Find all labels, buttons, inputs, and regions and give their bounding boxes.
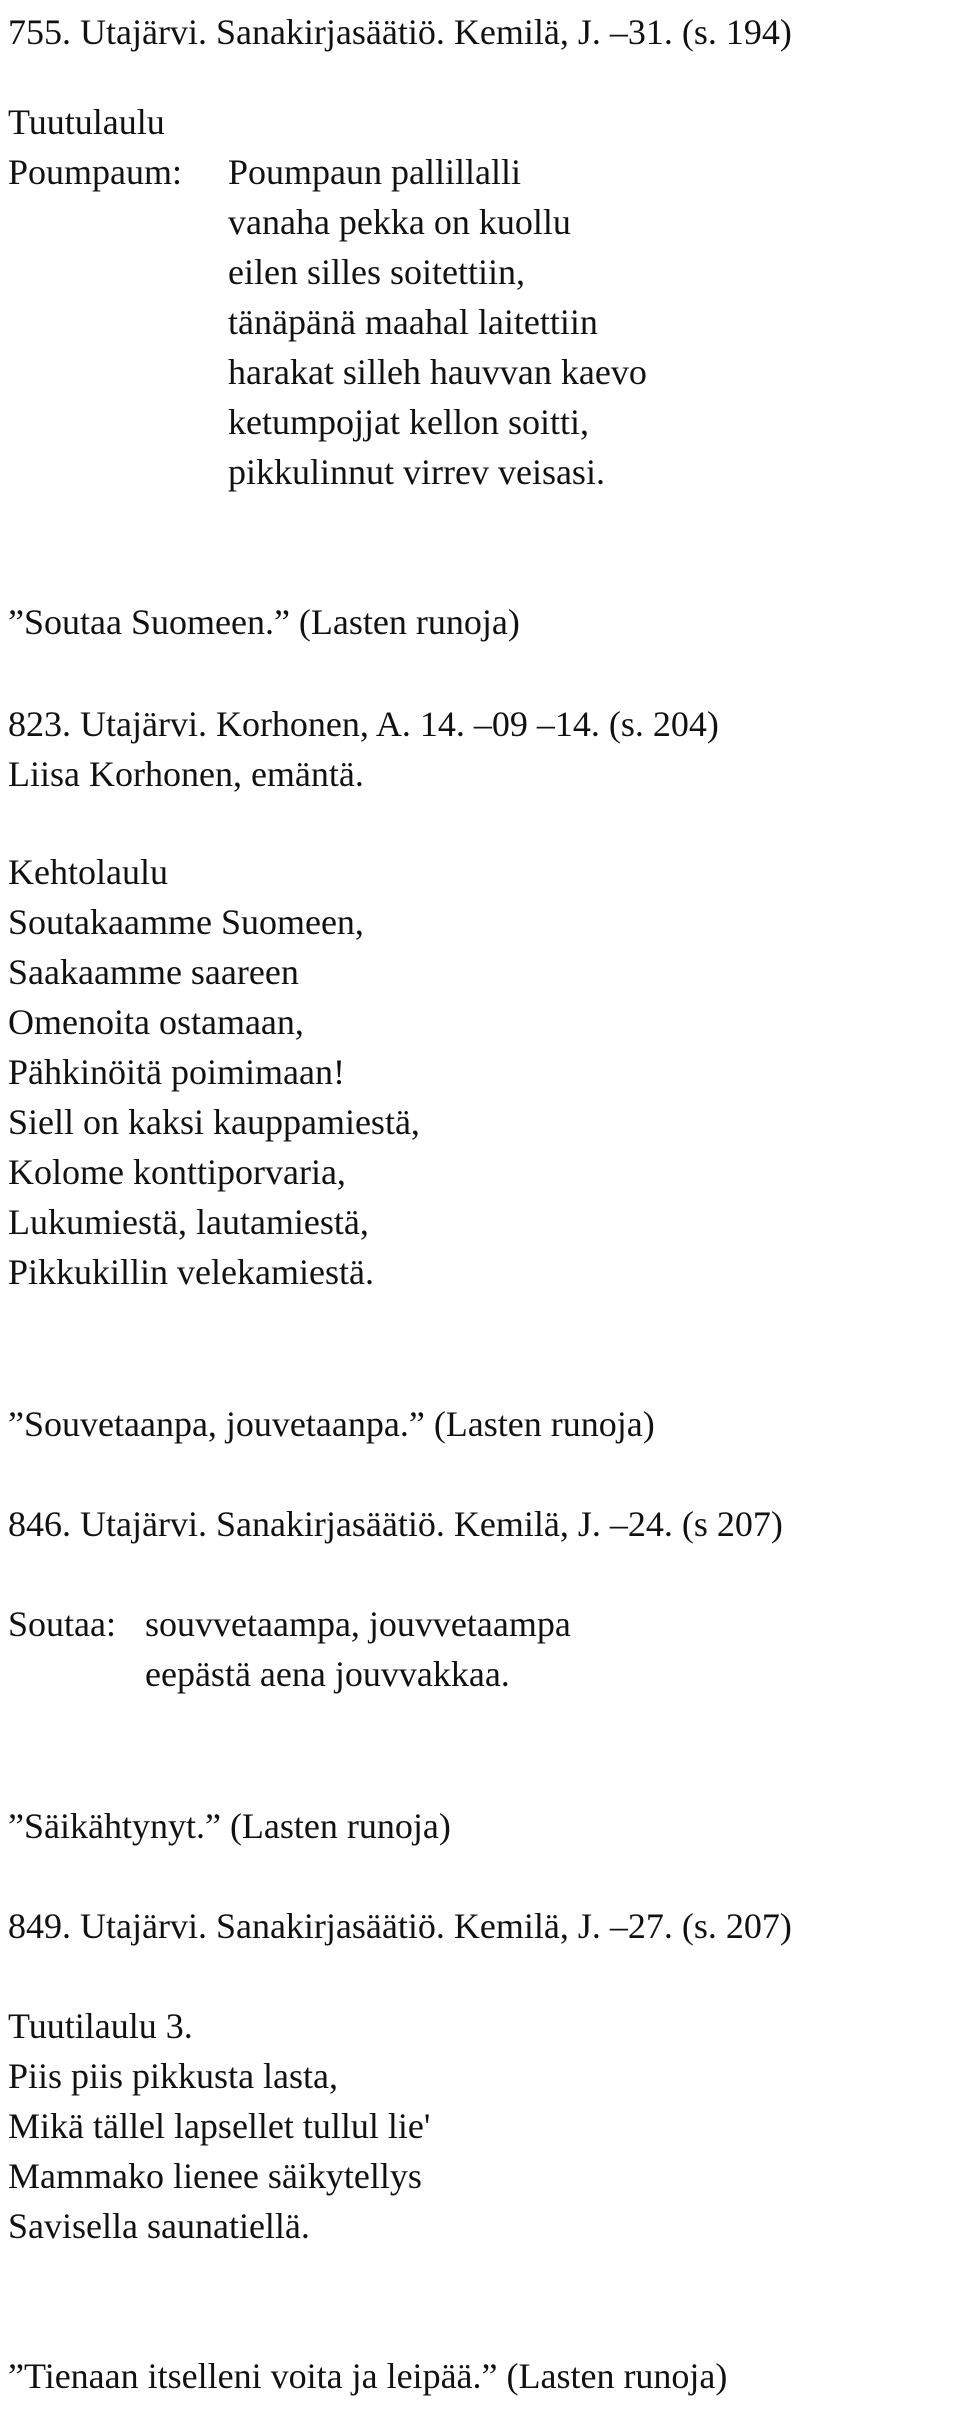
entry-heading-846: 846. Utajärvi. Sanakirjasäätiö. Kemilä, J. –24. (s 207): [8, 1504, 783, 1544]
verse-line: Kolome konttiporvaria,: [8, 1152, 346, 1192]
verse-line: pikkulinnut virrev veisasi.: [228, 452, 605, 492]
entry-heading-849: 849. Utajärvi. Sanakirjasäätiö. Kemilä, J. –27. (s. 207): [8, 1906, 792, 1946]
section-title-tienaan: ”Tienaan itselleni voita ja leipää.” (Lasten runoja): [8, 2356, 728, 2396]
verse-lead-poumpaum: Poumpaum:: [8, 152, 183, 192]
verse-line: eepästä aena jouvvakkaa.: [145, 1654, 510, 1694]
song-type-tuutulaulu: Tuutulaulu: [8, 102, 165, 142]
verse-line: Omenoita ostamaan,: [8, 1002, 304, 1042]
song-type-tuutilaulu: Tuutilaulu 3.: [8, 2006, 193, 2046]
entry-heading-823: 823. Utajärvi. Korhonen, A. 14. –09 –14. (s. 204): [8, 704, 719, 744]
verse-line: vanaha pekka on kuollu: [228, 202, 571, 242]
entry-heading-755: 755. Utajärvi. Sanakirjasäätiö. Kemilä, J. –31. (s. 194): [8, 12, 792, 52]
verse-line: Poumpaun pallillalli: [228, 152, 521, 192]
verse-line: Siell on kaksi kauppamiestä,: [8, 1102, 420, 1142]
verse-line: Saakaamme saareen: [8, 952, 299, 992]
verse-line: tänäpänä maahal laitettiin: [228, 302, 598, 342]
verse-line: Pähkinöitä poimimaan!: [8, 1052, 345, 1092]
verse-line: eilen silles soitettiin,: [228, 252, 525, 292]
section-title-saikahtynyt: ”Säikähtynyt.” (Lasten runoja): [8, 1806, 451, 1846]
verse-line: Lukumiestä, lautamiestä,: [8, 1202, 369, 1242]
verse-line: Mammako lienee säikytellys: [8, 2156, 422, 2196]
verse-line: Piis piis pikkusta lasta,: [8, 2056, 339, 2096]
verse-line: Soutakaamme Suomeen,: [8, 902, 364, 942]
informant: Liisa Korhonen, emäntä.: [8, 754, 364, 794]
verse-line: Savisella saunatiellä.: [8, 2206, 310, 2246]
section-title-souvetaanpa: ”Souvetaanpa, jouvetaanpa.” (Lasten runoja): [8, 1404, 655, 1444]
verse-line: souvvetaampa, jouvvetaampa: [145, 1604, 571, 1644]
verse-line: ketumpojjat kellon soitti,: [228, 402, 589, 442]
verse-line: harakat silleh hauvvan kaevo: [228, 352, 647, 392]
verse-line: Mikä tällel lapsellet tullul lie': [8, 2106, 431, 2146]
verse-lead-soutaa: Soutaa:: [8, 1604, 116, 1644]
section-title-soutaa-suomeen: ”Soutaa Suomeen.” (Lasten runoja): [8, 602, 520, 642]
verse-line: Pikkukillin velekamiestä.: [8, 1252, 374, 1292]
song-type-kehtolaulu: Kehtolaulu: [8, 852, 168, 892]
